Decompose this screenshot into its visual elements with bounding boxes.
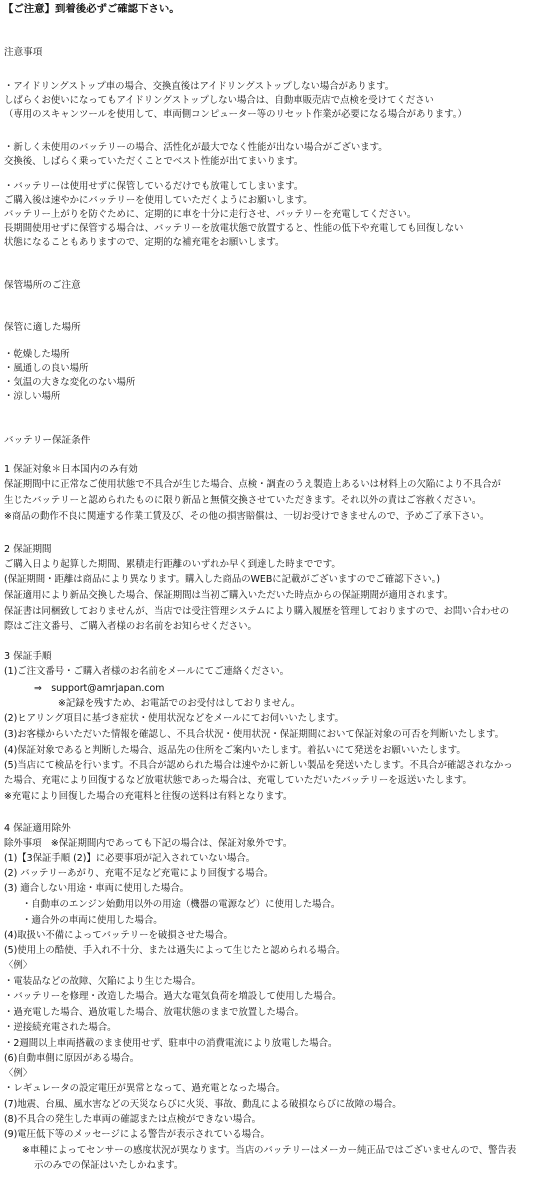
text-line: (4)取扱い不備によってバッテリーを破損させた場合。 [4,930,233,941]
text-line: ・バッテリーは使用せずに保管しているだけでも放電してしまいます。 [4,181,304,192]
text-line: ご購入後は速やかにバッテリーを使用していただくようにお願いします。 [4,195,313,206]
subsection-heading-coverage: 1 保証対象＊日本国内のみ有効 [4,464,138,475]
text-line: ・適合外の車両に使用した場合。 [22,915,163,926]
text-line: ※車種によってセンサーの感度状況が異なります。当店のバッテリーはメーカー純正品ではございませんので、警告表 [22,1145,517,1156]
text-line: しばらくお使いになってもアイドリングストップしない場合は、自動車販売店で点検を受けてください [4,95,434,106]
text-line: ・過充電した場合、過放電した場合、放電状態のままで放置した場合。 [4,1007,305,1018]
text-line: ・アイドリングストップ車の場合、交換直後はアイドリングストップしない場合があります。 [4,81,395,92]
text-line: ・自動車のエンジン始動用以外の用途（機器の電源など）に使用した場合。 [22,899,341,910]
subsection-heading-procedure: 3 保証手順 [4,651,52,662]
text-line: ご購入日より起算した期間、累積走行距離のいずれか早く到達した時までです。 [4,559,341,570]
text-line: (2) バッテリーあがり、充電不足など充電により回復する場合。 [4,868,274,879]
text-line: （専用のスキャンツールを使用して、車両側コンピューター等のリセット作業が必要になる場合があります。） [4,109,467,120]
text-line: 交換後、しばらく乗っていただくことでベスト性能が出てまいります。 [4,156,304,167]
text-line: ※記録を残すため、お電話でのお受付はしておりません。 [58,698,301,709]
section-heading-notes: 注意事項 [4,47,43,58]
text-line: 保証期間中に正常なご使用状態で不具合が生じた場合、点検・調査のうえ製造上あるいは材料上の欠陥により不具合が [4,479,501,490]
text-line: ・2週間以上車両搭載のまま使用せず、駐車中の消費電流により放電した場合。 [4,1038,338,1049]
text-line: ・逆接続充電された場合。 [4,1022,117,1033]
subsection-heading-period: 2 保証期間 [4,544,52,555]
section-heading-warranty: バッテリー保証条件 [4,435,91,446]
text-line: ・新しく未使用のバッテリーの場合、活性化が最大でなく性能が出ない場合がございます。 [4,142,388,153]
text-line: (5)使用上の酷使、手入れ不十分、または過失によって生じたと認められる場合。 [4,945,346,956]
text-line: ・レギュレータの設定電圧が異常となって、過充電となった場合。 [4,1083,286,1094]
text-line: (1)ご注文番号・ご購入者様のお名前をメールにてご連絡ください。 [4,666,289,677]
text-line: (4)保証対象であると判断した場合、返品先の住所をご案内いたします。着払いにて発送をお願いいたします。 [4,745,466,756]
subsection-heading-suitable-places: 保管に適した場所 [4,322,81,333]
text-line: (6)自動車側に原因がある場合。 [4,1053,140,1064]
list-item: ・風通しの良い場所 [4,363,89,374]
text-line: (1)【3保証手順 (2)】に必要事項が記入されていない場合。 [4,853,256,864]
subsection-heading-exclusions: 4 保証適用除外 [4,823,71,834]
text-line: 生じたバッテリーと認められたものに限り新品と無償交換させていただきます。それ以外の責はご容赦ください。 [4,495,482,506]
text-line: 際はご注文番号、ご購入者様のお名前をお知らせください。 [4,621,257,632]
text-line: (3)お客様からいただいた情報を確認し、不具合状況・使用状況・保証期間において保証対象の可否を判断いたします。 [4,729,505,740]
text-line: ・電装品などの故障、欠陥により生じた場合。 [4,976,201,987]
text-line: 〈例〉 [4,1068,33,1079]
text-line: 保証書は同梱致しておりませんが、当店では受注管理システムにより購入履歴を管理しておりますので、お問い合わせの [4,606,510,617]
text-line: (2)ヒアリング項目に基づき症状・使用状況などをメールにてお伺いいたします。 [4,713,344,724]
support-email: ⇒ support@amrjapan.com [34,683,165,694]
text-line: バッテリー上がりを防ぐために、定期的に車を十分に走行させ、バッテリーを充電してください。 [4,209,417,220]
text-line: (8)不具合の発生した車両の確認または点検ができない場合。 [4,1114,262,1125]
text-line: 〈例〉 [4,960,33,971]
text-line: ・バッテリーを修理・改造した場合。過大な電気負荷を増設して使用した場合。 [4,991,342,1002]
list-item: ・乾燥した場所 [4,349,70,360]
text-line: (3) 適合しない用途・車両に使用した場合。 [4,883,190,894]
text-line: ※充電により回復した場合の充電料と往復の送料は有料となります。 [4,791,293,802]
text-line: 保証適用により新品交換した場合、保証期間は当初ご購入いただいた時点からの保証期間が適用されます。 [4,590,454,601]
text-line: (7)地震、台風、風水害などの天災ならびに火災、事故、動乱による破損ならびに故障の場合。 [4,1099,402,1110]
text-line: (9)電圧低下等のメッセージによる警告が表示されている場合。 [4,1129,270,1140]
text-line: た場合、充電により回復するなど放電状態であった場合は、充電していただいたバッテリーを返送いたします。 [4,775,472,786]
list-item: ・気温の大きな変化のない場所 [4,377,136,388]
text-line: (5)当店にて検品を行います。不具合が認められた場合は速やかに新しい製品を発送いたします。不具合が確認されなかっ [4,760,513,771]
text-line: 状態になることもありますので、定期的な補充電をお願いします。 [4,237,285,248]
text-line: 長期間使用せずに保管する場合は、バッテリーを放電状態で放置すると、性能の低下や充電しても回復しない [4,223,464,234]
document-title: 【ご注意】到着後必ずご確認下さい。 [3,3,180,15]
list-item: ・涼しい場所 [4,391,61,402]
text-line: 除外事項 ※保証期間内であっても下記の場合は、保証対象外です。 [4,838,293,849]
text-line: (保証期間・距離は商品により異なります。購入した商品のWEBに記載がございますのでご確認下さい。) [4,574,440,585]
text-line: ※商品の動作不良に関連する作業工賃及び、その他の損害賠償は、一切お受けできませんので、予めご了承下さい。 [4,511,490,522]
text-line: 示のみでの保証はいたしかねます。 [34,1160,184,1171]
section-heading-storage: 保管場所のご注意 [4,280,81,291]
